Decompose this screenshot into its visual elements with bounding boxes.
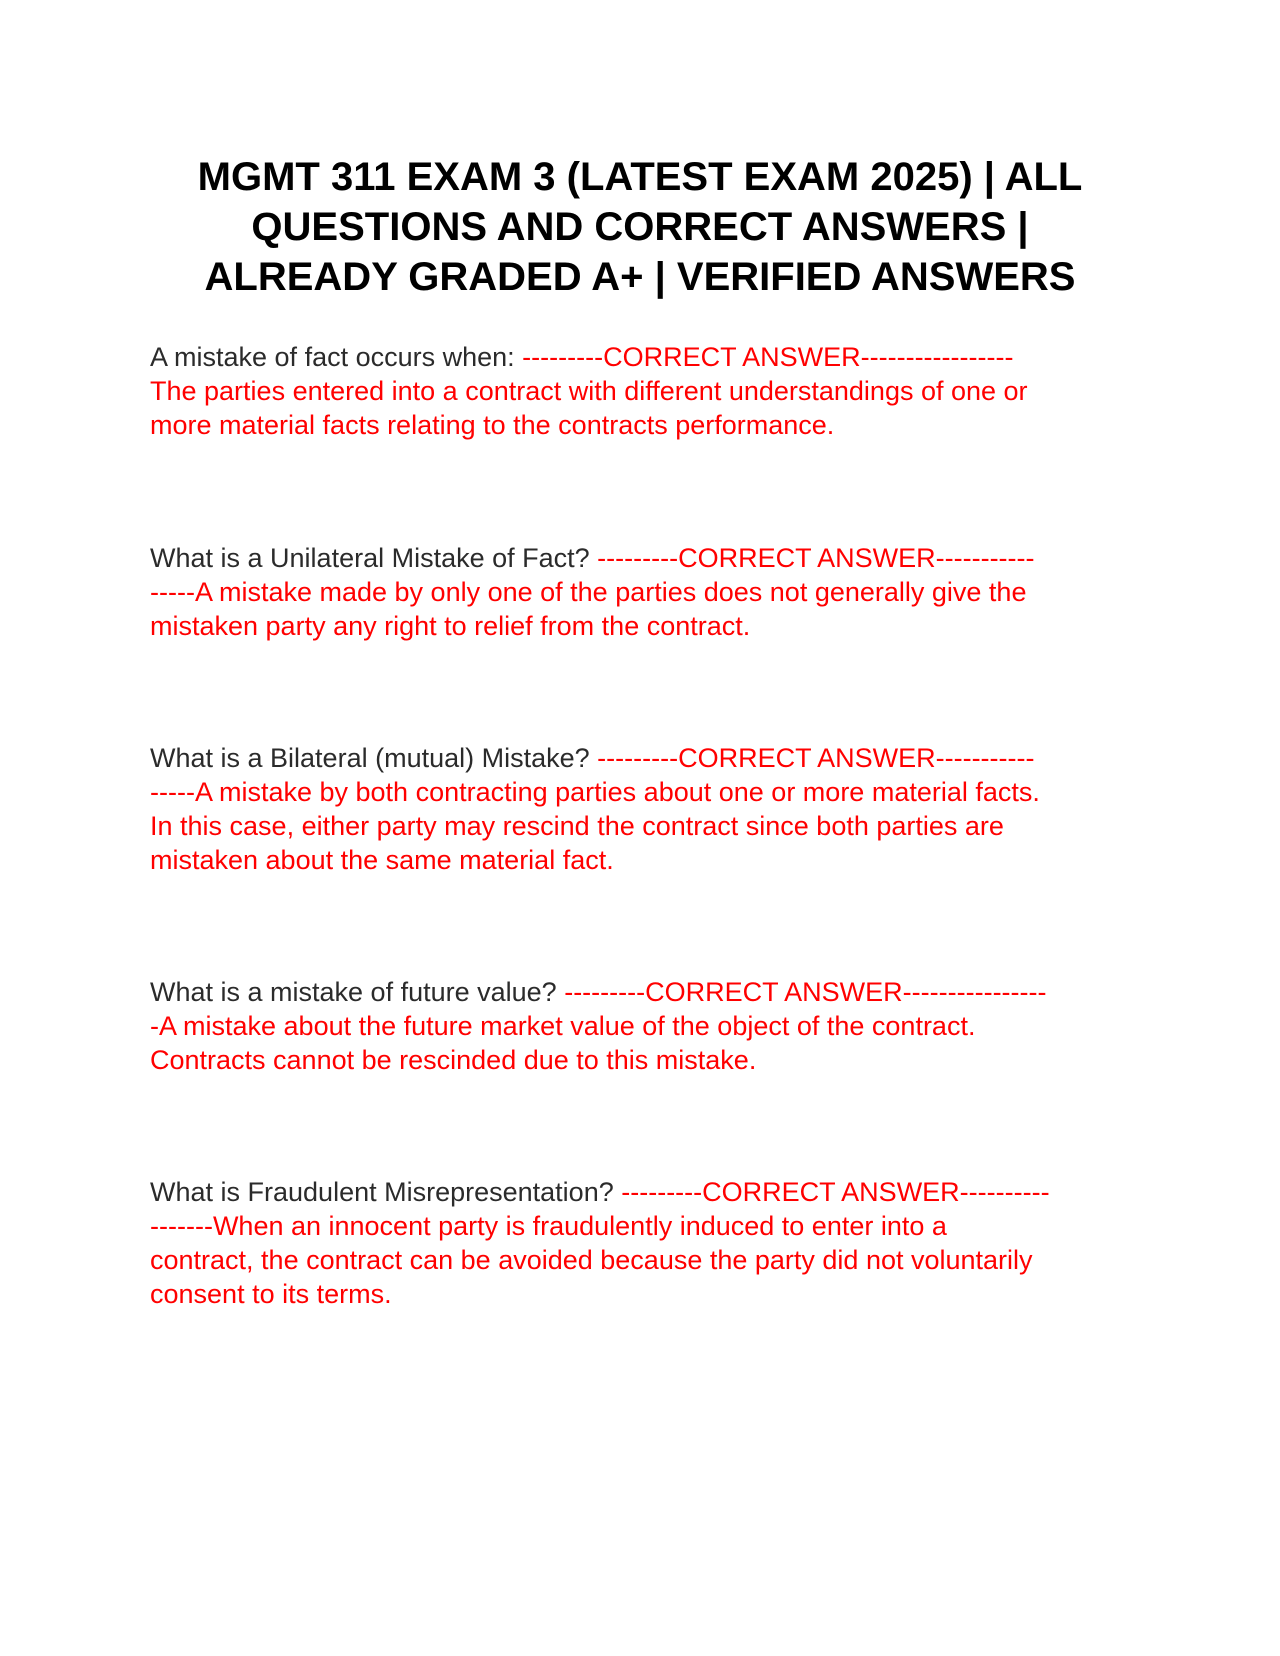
answer-text: -A mistake about the future market value of the object of the contract. xyxy=(150,1011,976,1041)
answer-text: In this case, either party may rescind the contract since both parties are xyxy=(150,811,1004,841)
answer-text: -----A mistake made by only one of the parties does not generally give the xyxy=(150,577,1027,607)
qa-first-line xyxy=(150,541,1135,575)
qa-item-bilateral-mistake xyxy=(150,741,1135,877)
answer-text: The parties entered into a contract with different understandings of one or xyxy=(150,376,1028,406)
qa-item-fraudulent-misrepresentation xyxy=(150,1175,1135,1311)
question-text: A mistake of fact occurs when: xyxy=(150,342,523,372)
answer-marker: ---------CORRECT ANSWER----------- xyxy=(597,543,1035,573)
answer-marker: ---------CORRECT ANSWER----------------- xyxy=(522,342,1014,372)
answer-text: consent to its terms. xyxy=(150,1279,392,1309)
question-text: What is a mistake of future value? xyxy=(150,977,565,1007)
qa-first-line xyxy=(150,741,1135,775)
answer-text: mistaken about the same material fact. xyxy=(150,845,614,875)
qa-first-line xyxy=(150,340,1135,374)
question-text: What is a Unilateral Mistake of Fact? xyxy=(150,543,598,573)
answer-marker: ---------CORRECT ANSWER---------------- xyxy=(564,977,1047,1007)
answer-text: -----A mistake by both contracting parties about one or more material facts. xyxy=(150,777,1040,807)
document-title xyxy=(150,152,1130,302)
answer-marker: ---------CORRECT ANSWER----------- xyxy=(597,743,1035,773)
qa-first-line xyxy=(150,1175,1135,1209)
answer-text: -------When an innocent party is fraudulently induced to enter into a xyxy=(150,1211,947,1241)
answer-text: Contracts cannot be rescinded due to this mistake. xyxy=(150,1045,757,1075)
answer-marker: ---------CORRECT ANSWER---------- xyxy=(621,1177,1050,1207)
qa-first-line xyxy=(150,975,1135,1009)
answer-text: more material facts relating to the contracts performance. xyxy=(150,410,835,440)
qa-item-mistake-of-fact xyxy=(150,340,1135,442)
qa-item-unilateral-mistake xyxy=(150,541,1135,643)
question-text: What is Fraudulent Misrepresentation? xyxy=(150,1177,622,1207)
answer-text: contract, the contract can be avoided because the party did not voluntarily xyxy=(150,1245,1033,1275)
title-line: MGMT 311 EXAM 3 (LATEST EXAM 2025) | ALL xyxy=(197,155,1083,199)
title-line: ALREADY GRADED A+ | VERIFIED ANSWERS xyxy=(204,255,1076,299)
question-text: What is a Bilateral (mutual) Mistake? xyxy=(150,743,598,773)
answer-text: mistaken party any right to relief from the contract. xyxy=(150,611,751,641)
qa-item-future-value xyxy=(150,975,1135,1077)
title-line: QUESTIONS AND CORRECT ANSWERS | xyxy=(251,205,1029,249)
